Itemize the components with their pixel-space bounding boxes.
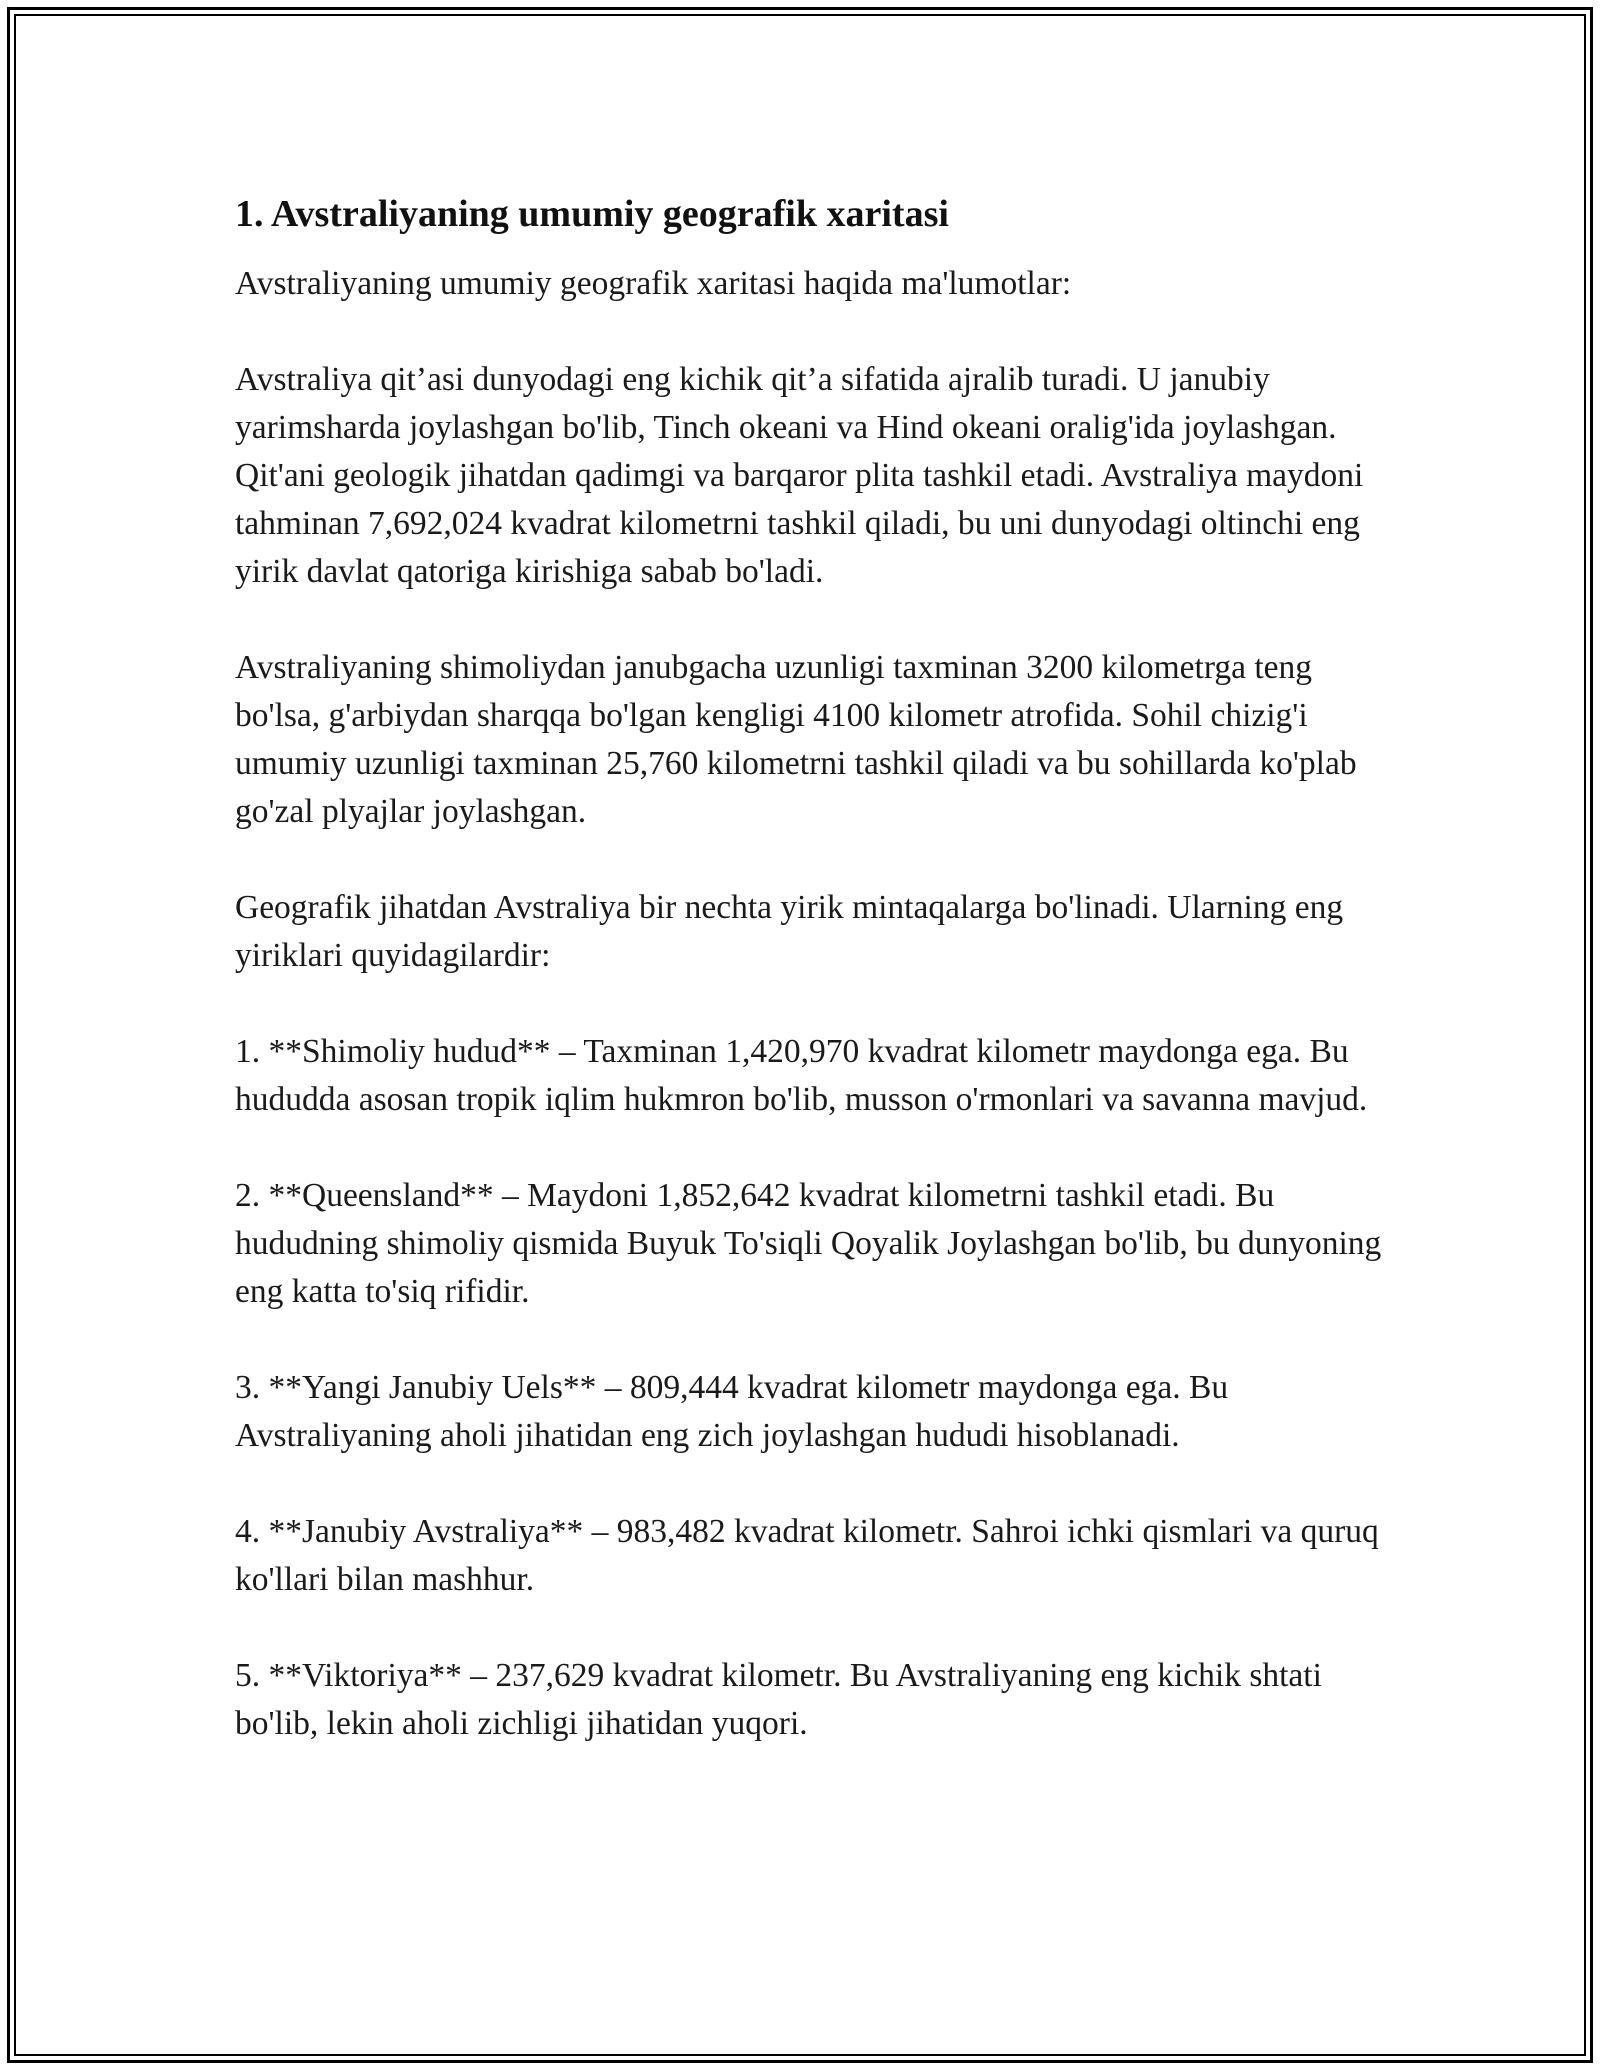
region-item-northern-territory: 1. **Shimoliy hudud** – Taxminan 1,420,970 kvadrat kilometr maydonga ega. Bu hududda asosan tropik iqlim hukmron bo'lib, musson o'rmonlari va savanna mavjud. [235,1033,1368,1118]
overview-paragraph: Avstraliya qit’asi dunyodagi eng kichik qit’a sifatida ajralib turadi. U janubiy yarimsharda joylashgan bo'lib, Tinch okeani va Hind okeani oralig'ida joylashgan. Qit'ani geologik jihatdan qadimgi va barqaror plita tashkil etadi. Avstraliya maydoni tahminan 7,692,024 kvadrat kilometrni tashkil qiladi, bu uni dunyodagi oltinchi eng yirik davlat qatoriga kirishiga sabab bo'ladi. [235,361,1364,590]
region-item-victoria: 5. **Viktoriya** – 237,629 kvadrat kilometr. Bu Avstraliyaning eng kichik shtati bo'lib, lekin aholi zichligi jihatidan yuqori. [235,1657,1322,1742]
document-title: 1. Avstraliyaning umumiy geografik xaritasi [235,193,949,235]
region-item-queensland: 2. **Queensland** – Maydoni 1,852,642 kvadrat kilometrni tashkil etadi. Bu hududning shimoliy qismida Buyuk To'siqli Qoyalik Joylashgan bo'lib, bu dunyoning eng katta to'siq rifidir. [235,1177,1382,1310]
document-body [235,190,1385,1796]
regions-intro-paragraph: Geografik jihatdan Avstraliya bir nechta yirik mintaqalarga bo'linadi. Ularning eng yiriklari quyidagilardir: [235,889,1344,974]
region-item-south-australia: 4. **Janubiy Avstraliya** – 983,482 kvadrat kilometr. Sahroi ichki qismlari va quruq ko'llari bilan mashhur. [235,1513,1379,1598]
intro-paragraph: Avstraliyaning umumiy geografik xaritasi haqida ma'lumotlar: [235,265,1072,302]
region-item-new-south-wales: 3. **Yangi Janubiy Uels** – 809,444 kvadrat kilometr maydonga ega. Bu Avstraliyaning aholi jihatidan eng zich joylashgan hududi hisoblanadi. [235,1369,1229,1454]
dimensions-paragraph: Avstraliyaning shimoliydan janubgacha uzunligi taxminan 3200 kilometrga teng bo'lsa, g'arbiydan sharqqa bo'lgan kengligi 4100 kilometr atrofida. Sohil chizig'i umumiy uzunligi taxminan 25,760 kilometrni tashkil qiladi va bu sohillarda ko'plab go'zal plyajlar joylashgan. [235,649,1357,830]
